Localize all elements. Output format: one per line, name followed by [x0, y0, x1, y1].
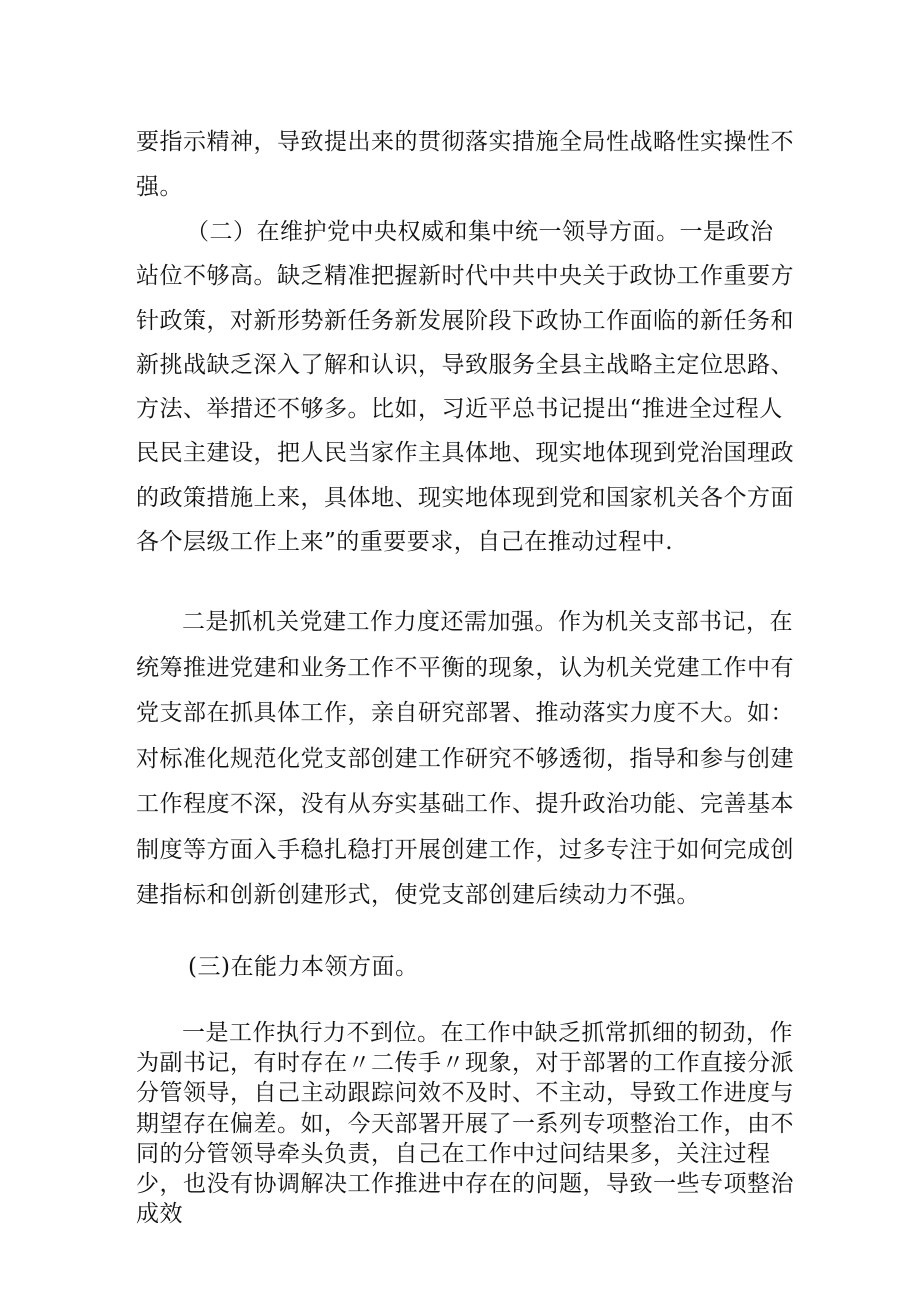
paragraph-continuation: 要指示精神，导致提出来的贯彻落实措施全局性战略性实操性不强。	[136, 129, 794, 200]
paragraph-party-building: 二是抓机关党建工作力度还需加强。作为机关支部书记，在统筹推进党建和业务工作不平衡的现象，认为机关党建工作中有党支部在抓具体工作，亲自研究部署、推动落实力度不大。如：对标准化规范化党支部创建工作研究不够透彻，指导和参与创建工作程度不深，没有从夯实基础工作、提升政治功能、完善基本制度等方面入手稳扎稳打开展创建工作，过多专注于如何完成创建指标和创新创建形式，使党支部创建后续动力不强。	[136, 609, 794, 908]
paragraph-execution: 一是工作执行力不到位。在工作中缺乏抓常抓细的韧劲，作为副书记，有时存在〃二传手〃现象，对于部署的工作直接分派分管领导，自己主动跟踪问效不及时、不主动，导致工作进度与期望存在偏差。如，今天部署开展了一系列专项整治工作，由不同的分管领导牵头负责，自己在工作中过问结果多，关注过程少，也没有协调解决工作推进中存在的问题，导致一些专项整治成效	[136, 1020, 794, 1228]
paragraph-section-two: （二）在维护党中央权威和集中统一领导方面。一是政治站位不够高。缺乏精准把握新时代中共中央关于政协工作重要方针政策，对新形势新任务新发展阶段下政协工作面临的新任务和新挑战缺乏深入了解和认识，导致服务全县主战略主定位思路、方法、举措还不够多。比如，习近平总书记提出“推进全过程人民民主建设，把人民当家作主具体地、现实地体现到党治国理政的政策措施上来，具体地、现实地体现到党和国家机关各个方面各个层级工作上来”的重要要求，自己在推动过程中.	[136, 219, 794, 556]
section-heading-three: (三)在能力本领方面。	[188, 954, 419, 980]
